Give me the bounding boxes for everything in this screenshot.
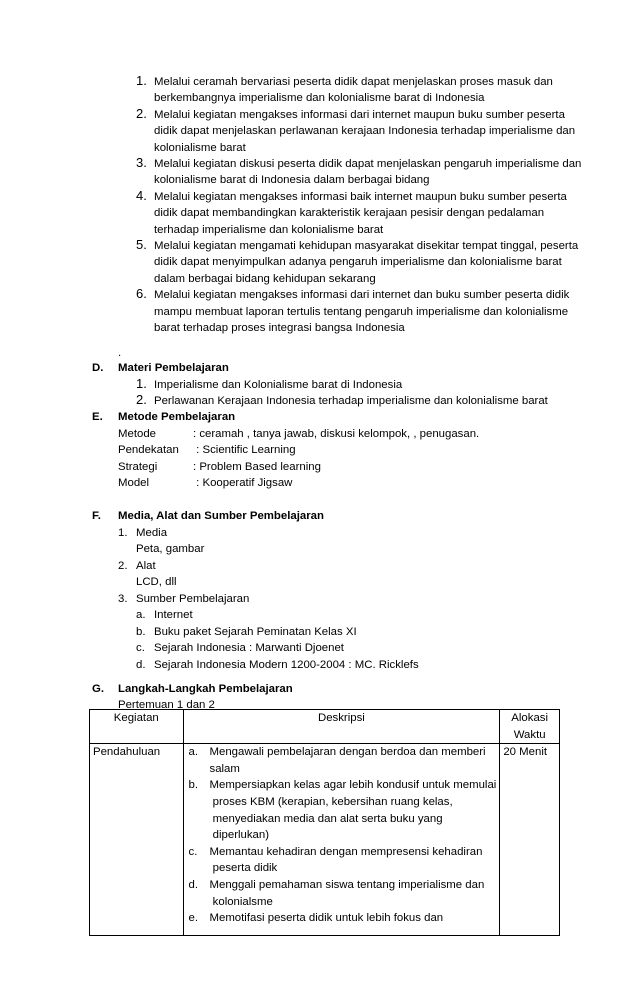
- method-label: Model: [118, 477, 150, 489]
- table-row: [90, 744, 560, 936]
- learning-steps-table: [89, 709, 560, 936]
- item-line: Menggali pemahaman siswa tentang imperialisme dan: [209, 878, 485, 891]
- objective-line: didik dapat menjelaskan perlawanan kerajaan Indonesia terhadap imperialisme dan: [154, 125, 576, 138]
- source-text: Sejarah Indonesia Modern 1200-2004 : MC. Ricklefs: [154, 659, 419, 671]
- item-line: peserta didik: [209, 862, 278, 875]
- objective-line: Melalui ceramah bervariasi peserta didik dapat menjelaskan proses masuk dan: [154, 76, 553, 88]
- header-alokasi-waktu: [500, 710, 560, 744]
- section-d-title: Materi Pembelajaran: [118, 362, 229, 374]
- objective-line: Melalui kegiatan mengakses informasi dari internet dan buku sumber peserta didik: [154, 289, 570, 302]
- resource-label: Media: [136, 527, 168, 539]
- section-g-title: Langkah-Langkah Pembelajaran: [118, 683, 293, 695]
- list-item: [187, 777, 497, 843]
- item-line: Mengawali pembelajaran dengan berdoa dan memberi: [209, 746, 486, 759]
- source-letter: a.: [136, 609, 146, 621]
- item-line: salam: [209, 762, 240, 775]
- resource-label: Alat: [136, 560, 156, 572]
- source-text: Internet: [154, 609, 193, 621]
- objective-line: kolonialisme barat: [154, 141, 246, 154]
- method-value: : Scientific Learning: [193, 444, 296, 456]
- time-cell: 20 Menit: [500, 744, 560, 936]
- description-cell: [183, 744, 500, 936]
- resource-detail: Peta, gambar: [136, 543, 205, 555]
- list-item: [187, 844, 497, 877]
- source-letter: b.: [136, 626, 146, 638]
- header-waktu: Waktu: [513, 728, 546, 741]
- source-text: Sejarah Indonesia : Marwanti Djoenet: [154, 642, 344, 654]
- objective-line: berkembangnya imperialisme dan kolonialisme barat di Indonesia: [154, 92, 485, 105]
- objective-number: 5.: [136, 237, 147, 252]
- objective-line: mampu membuat laporan tertulis tentang pengaruh imperialisme dan kolonialisme: [154, 305, 569, 318]
- method-value: : Problem Based learning: [193, 461, 321, 473]
- objective-line: dalam berbagai bidang kehidupan sekarang: [154, 272, 376, 285]
- resource-num: 1.: [118, 527, 128, 539]
- objective-line: kolonialisme barat di Indonesia dalam berbagai bidang: [154, 174, 430, 187]
- objective-number: 3.: [136, 155, 147, 170]
- objective-number: 6.: [136, 286, 147, 302]
- objective-line: Melalui kegiatan diskusi peserta didik dapat menjelaskan pengaruh imperialisme dan: [154, 158, 582, 170]
- header-deskripsi: Deskripsi: [183, 710, 500, 744]
- section-e-title: Metode Pembelajaran: [118, 411, 236, 423]
- objective-number: 1.: [136, 73, 147, 88]
- item-letter: a.: [188, 746, 198, 759]
- objective-line: barat terhadap proses integrasi bangsa Indonesia: [154, 322, 405, 334]
- section-e-letter: E.: [92, 411, 103, 423]
- list-item: [187, 744, 497, 777]
- method-label: Metode: [118, 428, 156, 440]
- list-item: [187, 877, 497, 910]
- section-f-letter: F.: [92, 510, 101, 522]
- objective-line: didik dapat membandingkan karakteristik kerajaan pesisir dengan pedalaman: [154, 207, 545, 220]
- description-list: [187, 744, 497, 927]
- objective-line: Melalui kegiatan mengamati kehidupan masyarakat disekitar tempat tinggal, peserta: [154, 240, 579, 252]
- objective-line: Melalui kegiatan mengakses informasi baik internet maupun buku sumber peserta: [154, 190, 567, 203]
- section-g-letter: G.: [92, 683, 105, 695]
- section-d-item-num: 1.: [136, 376, 147, 391]
- header-kegiatan: Kegiatan: [90, 710, 184, 744]
- section-d-letter: D.: [92, 362, 104, 374]
- section-f-title: Media, Alat dan Sumber Pembelajaran: [118, 510, 324, 522]
- objective-line: terhadap imperialisme dan kolonialisme barat: [154, 223, 384, 236]
- item-letter: e.: [188, 912, 198, 925]
- item-line: menyediakan media dan alat serta buku yang: [209, 812, 443, 825]
- section-d-item-num: 2.: [136, 392, 147, 407]
- activity-cell: Pendahuluan: [90, 744, 184, 936]
- method-value: : ceramah , tanya jawab, diskusi kelompok, , penugasan.: [193, 428, 480, 440]
- method-label: Strategi: [118, 461, 158, 473]
- item-letter: c.: [188, 845, 198, 858]
- resource-num: 2.: [118, 560, 128, 572]
- item-line: diperlukan): [209, 829, 270, 842]
- item-line: Memantau kehadiran dengan mempresensi kehadiran: [209, 845, 483, 858]
- item-letter: d.: [188, 878, 198, 891]
- objective-number: 2.: [136, 105, 147, 121]
- header-alokasi: Alokasi: [511, 712, 549, 724]
- list-item: [187, 910, 497, 927]
- item-line: kolonialsme: [209, 895, 273, 908]
- method-label: Pendekatan: [118, 444, 179, 456]
- source-letter: d.: [136, 659, 146, 671]
- stray-dot: .: [118, 347, 122, 359]
- resource-label: Sumber Pembelajaran: [136, 593, 250, 605]
- item-line: Mempersiapkan kelas agar lebih kondusif untuk memulai: [209, 779, 497, 792]
- resource-detail: LCD, dll: [136, 576, 177, 588]
- method-value: : Kooperatif Jigsaw: [193, 477, 293, 489]
- objective-number: 4.: [136, 187, 147, 203]
- section-d-item-text: Imperialisme dan Kolonialisme barat di Indonesia: [154, 379, 403, 391]
- item-line: Memotifasi peserta didik untuk lebih fokus dan: [209, 912, 444, 925]
- objective-line: Melalui kegiatan mengakses informasi dari internet maupun buku sumber peserta: [154, 108, 565, 121]
- table-header-row: [90, 710, 560, 744]
- objective-line: didik dapat menyimpulkan adanya pengaruh imperialisme dan kolonialisme barat: [154, 256, 562, 269]
- source-text: Buku paket Sejarah Peminatan Kelas XI: [154, 626, 357, 638]
- item-line: proses KBM (kerapian, kebersihan ruang kelas,: [209, 795, 453, 808]
- resource-num: 3.: [118, 593, 128, 605]
- item-letter: b.: [188, 779, 198, 792]
- meeting-subtitle: Pertemuan 1 dan 2: [118, 699, 215, 711]
- section-d-item-text: Perlawanan Kerajaan Indonesia terhadap imperialisme dan kolonialisme barat: [154, 395, 548, 407]
- source-letter: c.: [136, 642, 145, 654]
